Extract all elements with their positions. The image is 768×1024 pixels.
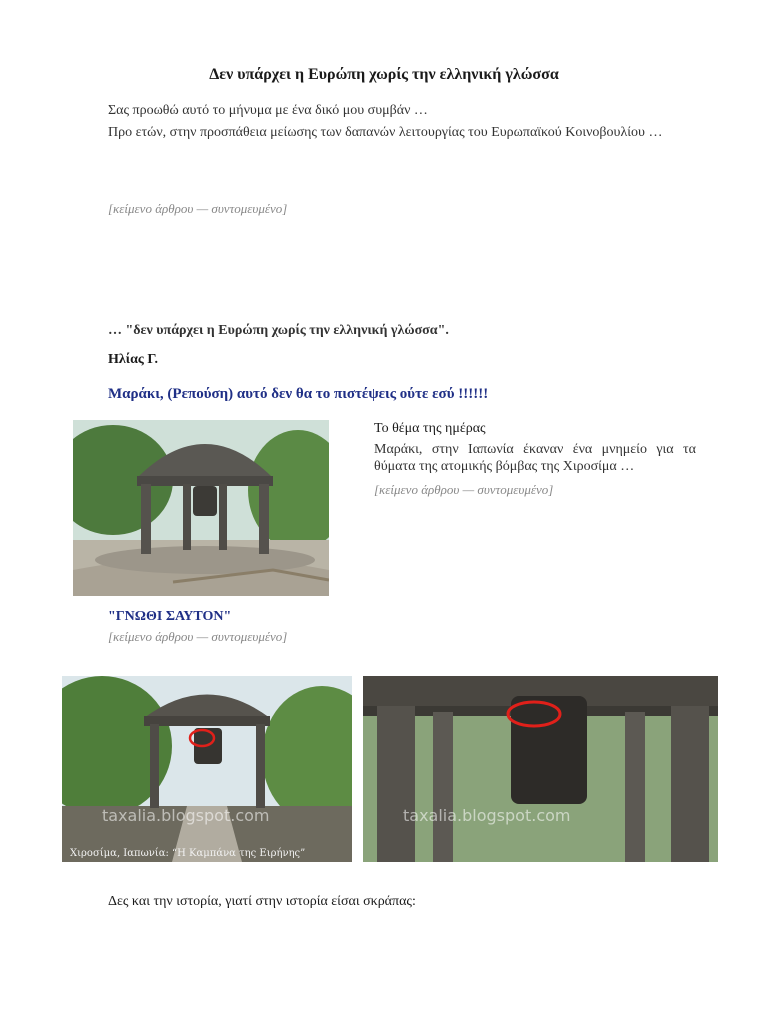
byline: Ηλίας Γ.	[108, 352, 159, 367]
omitted-text-note-3: [κείμενο άρθρου — συντομευμένο]	[108, 629, 288, 644]
peace-bell-photo-1	[73, 420, 329, 596]
subheading: Μαράκι, (Ρεπούση) αυτό δεν θα το πιστέψεις ούτε εσύ !!!!!!	[108, 386, 489, 402]
peace-bell-photo-2	[62, 676, 352, 862]
hiroshima-text	[340, 420, 696, 498]
article-title: Δεν υπάρχει η Ευρώπη χωρίς την ελληνική γλώσσα	[209, 66, 559, 83]
omitted-text-note: [κείμενο άρθρου — συντομευμένο]	[108, 201, 288, 216]
closing-line: Δες και την ιστορία, γιατί στην ιστορία είσαι σκράπας:	[108, 894, 416, 909]
inscription-text: "ΓΝΩΘΙ ΣΑΥΤΟΝ"	[108, 609, 232, 624]
photo-caption: Χιροσίμα, Ιαπωνία: “Η Καμπάνα της Ειρήνης”	[70, 848, 306, 859]
intro-excerpt: Σας προωθώ αυτό το μήνυμα με ένα δικό μου συμβάν …	[108, 103, 428, 118]
hiroshima-excerpt: Μαράκι, στην Ιαπωνία έκαναν ένα μνημείο για τα θύματα της ατομικής βόμβας της Χιροσίμα …	[374, 442, 696, 474]
watermark-2: taxalia.blogspot.com	[403, 806, 571, 825]
watermark-1: taxalia.blogspot.com	[102, 806, 270, 825]
peace-bell-photo-3	[363, 676, 718, 862]
story-excerpt: Προ ετών, στην προσπάθεια μείωσης των δαπανών λειτουργίας του Ευρωπαϊκού Κοινοβουλίου …	[108, 125, 663, 140]
protest-excerpt: … "δεν υπάρχει η Ευρώπη χωρίς την ελληνική γλώσσα".	[108, 323, 449, 338]
section-label: Το θέμα της ημέρας	[374, 421, 486, 436]
omitted-text-note-2: [κείμενο άρθρου — συντομευμένο]	[374, 482, 554, 497]
